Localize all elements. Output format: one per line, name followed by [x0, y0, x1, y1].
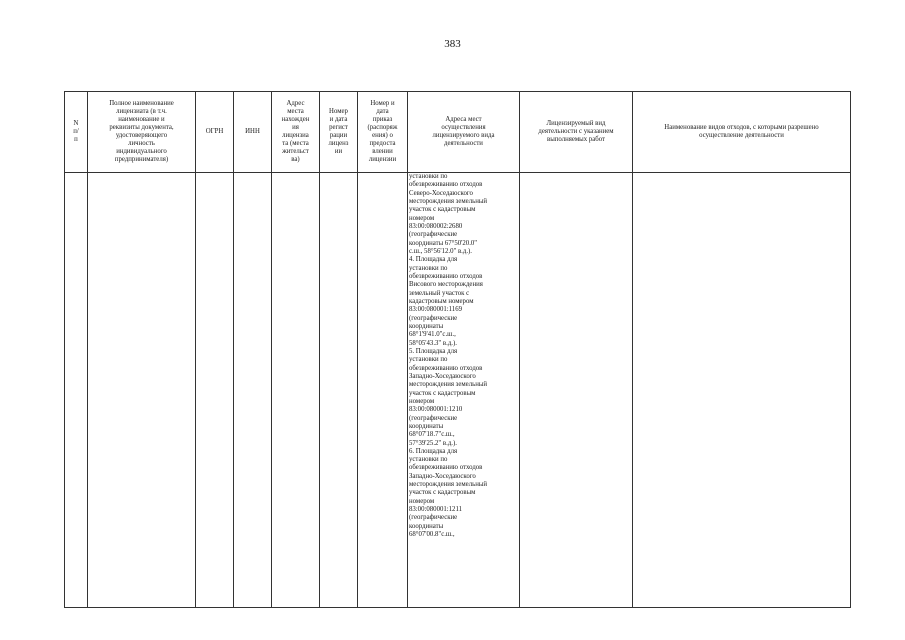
text-line: координаты	[409, 322, 444, 330]
text-line: 68°07'18.7"с.ш.,	[409, 431, 455, 439]
text-line: Наименование видов отходов, с которыми разрешено	[664, 124, 819, 132]
text-line: координаты	[409, 422, 444, 430]
text-line: личность	[128, 139, 155, 147]
cell-inn	[234, 173, 272, 608]
text-line: п/	[73, 128, 79, 136]
text-line: обезвреживанию отходов	[409, 272, 483, 280]
text-line: выполняемых работ	[546, 135, 605, 143]
text-line: наименование и	[118, 116, 165, 124]
text-line: осуществление деятельности	[699, 132, 784, 139]
text-line: координаты	[409, 522, 444, 530]
text-line: жительст	[282, 147, 309, 155]
text-line: номером	[409, 497, 435, 505]
text-line: ия	[292, 124, 299, 132]
text-line: лиценз	[328, 139, 349, 147]
header-licensed-activity	[520, 92, 633, 173]
text-line: 83:00:080002:2680	[409, 222, 463, 230]
text-line: лицензии	[368, 155, 397, 163]
cell-licensee-location	[272, 173, 320, 608]
text-line: участок с кадастровым	[409, 206, 476, 214]
text-line: (географические	[409, 231, 458, 239]
text-line: Полное наименование	[109, 100, 174, 108]
text-line: деятельности	[444, 139, 483, 147]
text-line: Адрес	[286, 100, 305, 108]
header-licensee-location	[272, 92, 320, 173]
text-line: ения) о	[372, 132, 393, 139]
text-line: номером	[409, 214, 435, 222]
cell-licensee-name	[88, 173, 196, 608]
text-line: та (места	[282, 139, 309, 147]
text-line: Западно-Хоседаюского	[409, 372, 476, 380]
text-line: месторождения земельный	[409, 197, 488, 205]
text-line: установки по	[409, 173, 448, 180]
cell-waste-types	[633, 173, 851, 608]
text-line: ва)	[291, 155, 300, 163]
text-line: предпринимателя)	[114, 155, 169, 163]
text-line: и дата	[329, 116, 348, 124]
text-line: с.ш., 58°56'12.0" в.д.).	[409, 247, 472, 255]
text-line: Номер	[329, 108, 348, 116]
text-line: влении	[372, 147, 393, 155]
text-line: (географические	[409, 414, 458, 422]
text-line: рации	[329, 132, 348, 139]
text-line: 58°05'43.3" в.д.).	[409, 339, 457, 347]
header-inn	[234, 92, 272, 173]
text-line: п	[74, 135, 78, 143]
text-line: 5. Площадка для	[409, 347, 458, 355]
cell-activity-addresses	[408, 173, 520, 608]
cell-number	[65, 173, 88, 608]
page-number: 383	[444, 38, 461, 50]
text-line: установки по	[409, 356, 448, 364]
header-ogrn	[196, 92, 234, 173]
text-line: обезвреживанию отходов	[409, 464, 483, 472]
text-line: регист	[329, 124, 348, 132]
text-line: деятельности с указанием	[538, 128, 614, 136]
text-line: Северо-Хоседаюского	[409, 189, 473, 197]
text-line: Лицензируемый вид	[546, 120, 606, 128]
cell-order	[358, 173, 408, 608]
text-line: 83:00:080001:1211	[409, 506, 462, 514]
text-line: месторождения земельный	[409, 481, 488, 489]
text-line: установки по	[409, 456, 448, 464]
text-line: 83:00:080001:1210	[409, 406, 463, 414]
text-line: 6. Площадка для	[409, 447, 458, 455]
text-line: предоста	[369, 139, 396, 147]
header-number	[65, 92, 88, 173]
header-licensee-name	[88, 92, 196, 173]
text-line: (географические	[409, 514, 458, 522]
text-line: ИНН	[245, 128, 260, 136]
cell-ogrn	[196, 173, 234, 608]
text-line: 83:00:080001:1169	[409, 306, 462, 314]
text-line: участок с кадастровым	[409, 389, 476, 397]
text-line: лицензируемого вида	[432, 132, 495, 139]
text-line: дата	[376, 108, 389, 116]
text-line: координаты 67°50'20.0"	[409, 239, 478, 247]
text-line: места	[287, 108, 304, 116]
text-line: участок с кадастровым	[409, 489, 476, 497]
header-order	[358, 92, 408, 173]
text-line: Адреса мест	[445, 116, 482, 124]
text-line: 68°1'9'41.0"с.ш.,	[409, 331, 456, 339]
text-line: удостоверяющего	[115, 132, 168, 139]
text-line: обезвреживанию отходов	[409, 181, 483, 189]
text-line: ОГРН	[205, 128, 224, 136]
header-registration	[320, 92, 358, 173]
text-line: Номер и	[370, 100, 395, 108]
text-line: кадастровым номером	[409, 297, 474, 305]
text-line: индивидуального	[116, 147, 167, 155]
text-line: (распоряж	[367, 124, 398, 132]
license-register-table	[64, 91, 851, 608]
text-line: номером	[409, 397, 435, 405]
cell-registration	[320, 173, 358, 608]
text-line: лицензиа	[282, 132, 309, 139]
text-line: N	[73, 120, 79, 128]
text-line: (географические	[409, 314, 458, 322]
text-line: земельный участок с	[409, 289, 470, 297]
text-line: осуществления	[441, 124, 486, 132]
header-waste-types	[633, 92, 851, 173]
text-line: ии	[334, 147, 343, 155]
text-line: установки по	[409, 264, 448, 272]
text-line: лицензиата (в т.ч.	[116, 108, 167, 116]
text-line: 68°07'00.8"с.ш.,	[409, 531, 455, 539]
cell-licensed-activity	[520, 173, 633, 608]
text-line: месторождения земельный	[409, 381, 488, 389]
table-row	[65, 173, 851, 608]
text-line: 57°39'25.2" в.д.).	[409, 439, 457, 447]
header-row	[65, 92, 851, 173]
text-line: 4. Площадка для	[409, 256, 458, 264]
header-activity-addresses	[408, 92, 520, 173]
text-line: обезвреживанию отходов	[409, 364, 483, 372]
text-line: приказ	[372, 116, 393, 124]
text-line: Западно-Хоседаюского	[409, 472, 476, 480]
text-line: реквизиты документа,	[109, 124, 174, 132]
text-line: нахожден	[281, 116, 310, 124]
text-line: Висового месторождения	[409, 281, 483, 289]
